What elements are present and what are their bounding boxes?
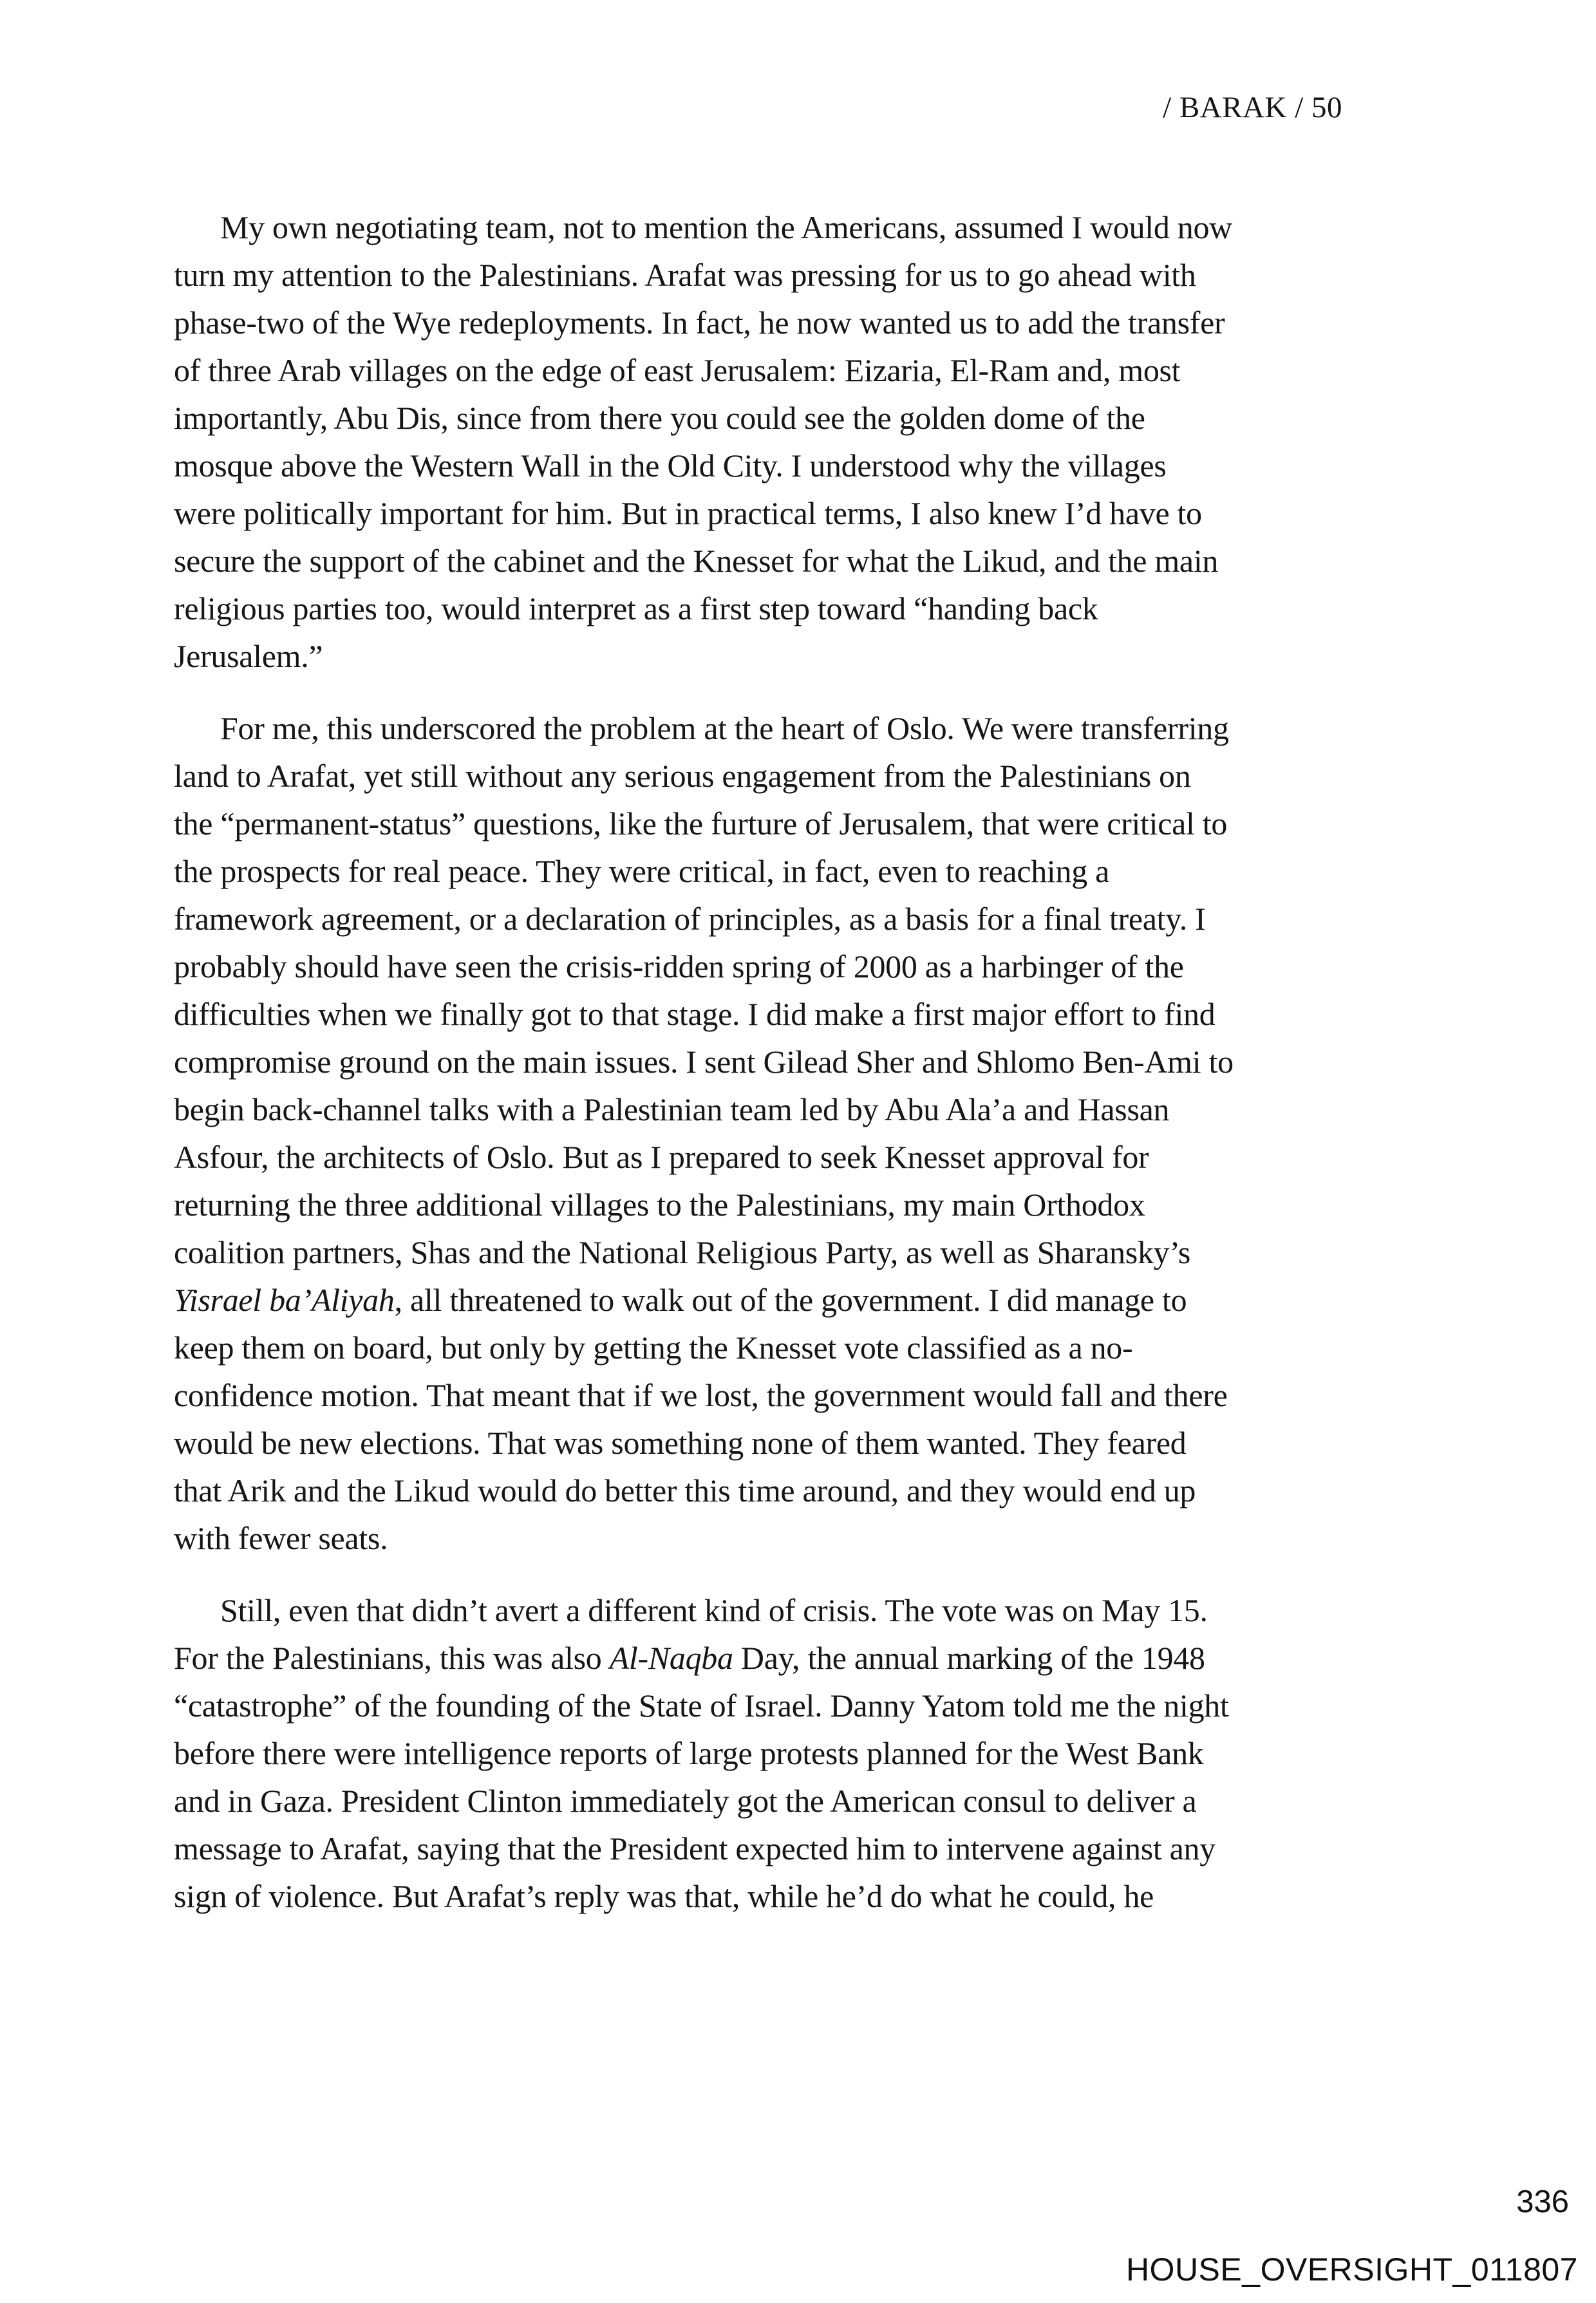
text-line [174, 1467, 1455, 1514]
text-line [174, 895, 1455, 943]
text-run: mosque above the Western Wall in the Old City. I understood why the villages [174, 447, 1167, 484]
text-line [174, 1586, 1455, 1634]
text-line [174, 632, 1455, 680]
text-run: probably should have seen the crisis-ridden spring of 2000 as a harbinger of the [174, 948, 1184, 984]
italic-run: Al-Naqba [609, 1640, 733, 1676]
text-run: religious parties too, would interpret as a first step toward “handing back [174, 590, 1098, 626]
text-run: framework agreement, or a declaration of principles, as a basis for a final treaty. I [174, 901, 1206, 937]
text-line [174, 346, 1455, 394]
text-line [174, 489, 1455, 537]
text-run: were politically important for him. But in practical terms, I also knew I’d have to [174, 495, 1202, 531]
text-line [174, 1514, 1455, 1562]
text-run: My own negotiating team, not to mention the Americans, assumed I would now [220, 209, 1232, 245]
text-run: would be new elections. That was something none of them wanted. They feared [174, 1425, 1187, 1461]
text-run: turn my attention to the Palestinians. Arafat was pressing for us to go ahead with [174, 257, 1196, 293]
text-line [174, 1371, 1455, 1419]
running-header: / BARAK / 50 [1163, 91, 1342, 124]
paragraph [174, 203, 1455, 680]
document-body [174, 203, 1455, 1920]
text-line [174, 1825, 1455, 1872]
text-line [174, 1276, 1455, 1324]
text-line [174, 1324, 1455, 1371]
text-run: “catastrophe” of the founding of the State of Israel. Danny Yatom told me the night [174, 1687, 1229, 1724]
text-line [174, 1181, 1455, 1228]
text-line [174, 800, 1455, 847]
text-run: compromise ground on the main issues. I sent Gilead Sher and Shlomo Ben-Ami to [174, 1044, 1234, 1080]
text-line [174, 299, 1455, 346]
text-run: Asfour, the architects of Oslo. But as I prepared to seek Knesset approval for [174, 1139, 1149, 1175]
text-line [174, 1872, 1455, 1920]
bates-stamp: HOUSE_OVERSIGHT_011807 [1125, 2251, 1578, 2288]
page-number: 336 [1516, 2185, 1569, 2219]
text-line [174, 1133, 1455, 1181]
text-run: Day, the annual marking of the 1948 [733, 1640, 1205, 1676]
text-run: the prospects for real peace. They were critical, in fact, even to reaching a [174, 853, 1109, 889]
text-run: returning the three additional villages to the Palestinians, my main Orthodox [174, 1187, 1145, 1223]
text-run: land to Arafat, yet still without any serious engagement from the Palestinians on [174, 758, 1191, 794]
text-run: that Arik and the Likud would do better this time around, and they would end up [174, 1472, 1196, 1509]
text-line [174, 442, 1455, 489]
text-run: before there were intelligence reports of large protests planned for the West Bank [174, 1735, 1204, 1771]
text-run: with fewer seats. [174, 1520, 388, 1556]
text-line [174, 752, 1455, 800]
text-run: and in Gaza. President Clinton immediately got the American consul to deliver a [174, 1783, 1197, 1819]
text-run: of three Arab villages on the edge of east Jerusalem: Eizaria, El-Ram and, most [174, 352, 1181, 388]
text-run: message to Arafat, saying that the President expected him to intervene against any [174, 1830, 1216, 1866]
text-run: Jerusalem.” [174, 638, 323, 674]
text-line [174, 1086, 1455, 1133]
text-line [174, 585, 1455, 632]
text-line [174, 251, 1455, 299]
text-line [174, 847, 1455, 895]
text-line [174, 1419, 1455, 1467]
text-line [174, 943, 1455, 990]
text-line [174, 1634, 1455, 1682]
text-run: Still, even that didn’t avert a different kind of crisis. The vote was on May 15. [220, 1592, 1208, 1628]
paragraph [174, 704, 1455, 1562]
text-line [174, 1038, 1455, 1086]
text-run: importantly, Abu Dis, since from there you could see the golden dome of the [174, 400, 1145, 436]
text-line [174, 1729, 1455, 1777]
text-line [174, 704, 1455, 752]
text-run: begin back-channel talks with a Palestinian team led by Abu Ala’a and Hassan [174, 1091, 1170, 1127]
text-line [174, 1777, 1455, 1825]
text-run: , all threatened to walk out of the government. I did manage to [394, 1282, 1187, 1318]
text-run: For the Palestinians, this was also [174, 1640, 610, 1676]
text-run: secure the support of the cabinet and the Knesset for what the Likud, and the main [174, 543, 1219, 579]
text-line [174, 1228, 1455, 1276]
text-run: For me, this underscored the problem at the heart of Oslo. We were transferring [220, 710, 1229, 746]
text-run: the “permanent-status” questions, like the furture of Jerusalem, that were critical to [174, 805, 1228, 841]
text-run: confidence motion. That meant that if we lost, the government would fall and there [174, 1377, 1228, 1413]
text-line [174, 537, 1455, 585]
italic-run: Yisrael ba’Aliyah [174, 1282, 395, 1318]
text-run: difficulties when we finally got to that stage. I did make a first major effort to find [174, 996, 1216, 1032]
text-line [174, 1682, 1455, 1729]
paragraph [174, 1586, 1455, 1920]
text-run: phase-two of the Wye redeployments. In fact, he now wanted us to add the transfer [174, 305, 1225, 341]
text-run: keep them on board, but only by getting the Knesset vote classified as a no- [174, 1330, 1133, 1366]
text-run: coalition partners, Shas and the National Religious Party, as well as Sharansky’s [174, 1234, 1191, 1270]
text-line [174, 394, 1455, 442]
text-run: sign of violence. But Arafat’s reply was that, while he’d do what he could, he [174, 1878, 1154, 1914]
text-line [174, 990, 1455, 1038]
text-line [174, 203, 1455, 251]
